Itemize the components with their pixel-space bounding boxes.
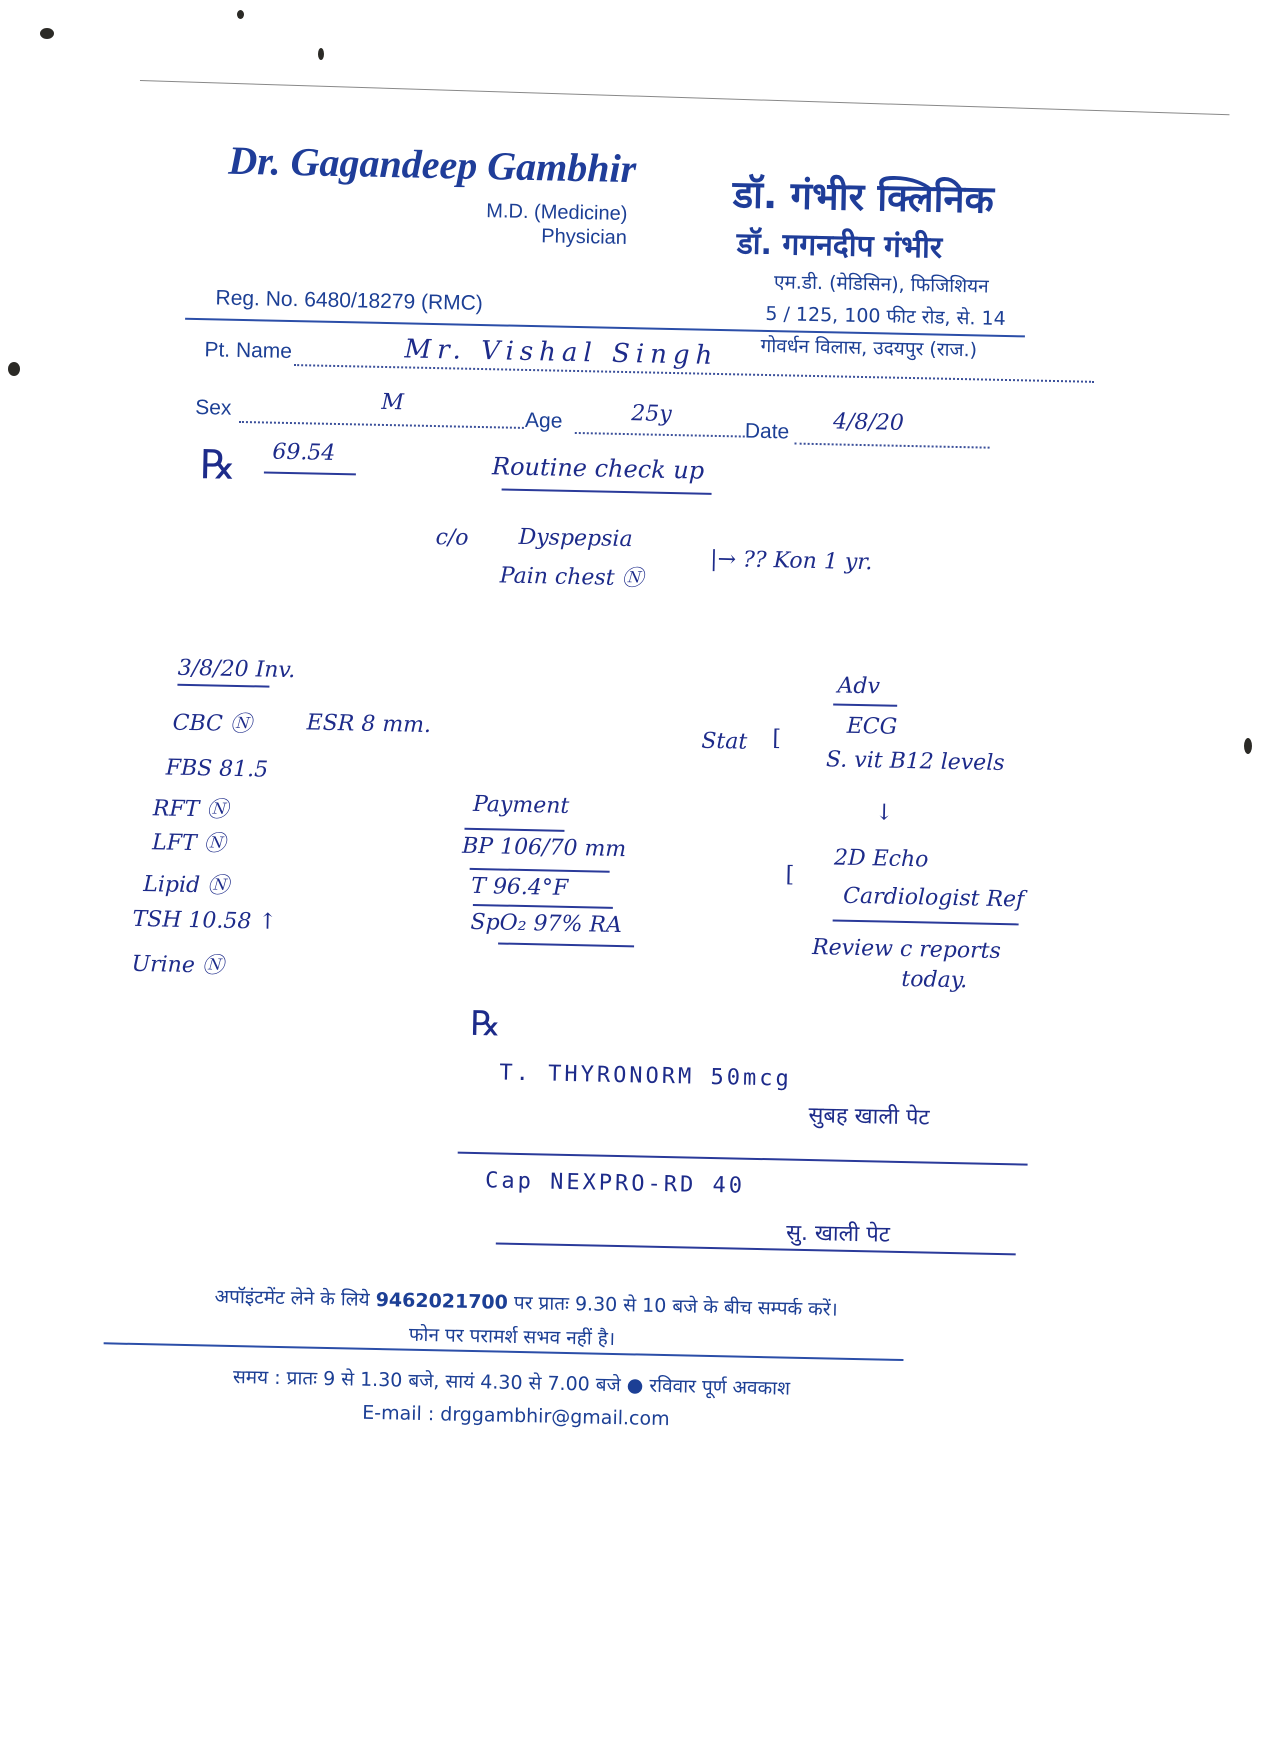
age-value: 25y [630,401,672,427]
stat-label: Stat [701,728,748,755]
complaint-duration: |→ ?? Kon 1 yr. [709,546,873,576]
scan-speck [1244,738,1252,754]
vital-bp-underline [464,828,564,832]
advice-label: Adv [837,673,881,700]
qualification: M.D. (Medicine) [486,200,628,226]
doctor-name-hindi: डॉ. गगनदीप गंभीर [736,226,943,266]
investigation-rft: RFT Ⓝ [152,796,229,823]
appointment-prefix: अपॉइंटमेंट लेने के लिये [214,1285,370,1311]
medication-2: Cap NEXPRO-RD 40 [484,1168,746,1199]
date-line [795,443,990,449]
vital-bp: BP 106/70 mm [461,833,627,863]
investigation-fbs: FBS 81.5 [165,755,269,783]
investigation-date: 3/8/20 Inv. [177,655,296,684]
medication-2-instructions: सु. खाली पेट [785,1220,891,1248]
vital-temp: T 96.4°F [471,873,569,901]
visit-reason: Routine check up [491,452,705,485]
complaint-label: c/o [435,525,469,551]
patient-name-value: Mr. Vishal Singh [404,334,719,371]
complaint-2: Pain chest Ⓝ [499,563,644,592]
weight-note: 69.54 [272,439,336,466]
visit-reason-underline [502,488,712,494]
vitals-bottom-line [498,942,634,946]
scan-speck [8,362,20,376]
doctor-name: Dr. Gagandeep Gambhir [227,137,637,192]
address-line-1: 5 / 125, 100 फीट रोड, से. 14 [765,302,1006,330]
registration-number: Reg. No. 6480/18279 (RMC) [215,286,484,316]
investigation-urine: Urine Ⓝ [131,951,225,979]
clinic-name-hindi: डॉ. गंभीर क्लिनिक [732,172,995,222]
address-line-2: गोवर्धन विलास, उदयपुर (राज.) [760,334,978,362]
investigation-esr: ESR 8 mm. [306,710,432,739]
clinic-timings: समय : प्रातः 9 से 1.30 बजे, सायं 4.30 से 7.00 बजे ● रविवार पूर्ण अवकाश [232,1366,791,1400]
appointment-suffix: पर प्रातः 9.30 से 10 बजे के बीच सम्पर्क करें। [513,1291,838,1321]
rx-symbol: ℞ [199,442,237,489]
phone-advice-note: फोन पर परामर्श सभव नहीं है। [408,1323,616,1351]
scan-speck [318,48,324,60]
payment-label: Payment [472,791,570,819]
review-note-2: today. [901,966,968,994]
investigation-date-underline [177,684,269,687]
advice-cardio-underline [833,919,1019,924]
prescription-sheet [116,85,1230,1747]
scan-speck [40,28,54,39]
medication-end-line [496,1242,1016,1254]
vital-spo2: SpO₂ 97% RA [470,909,623,939]
appointment-info [214,1283,838,1322]
review-note: Review c reports [811,935,1002,965]
advice-cardiologist: Cardiologist Ref [842,883,1025,913]
investigation-tsh: TSH 10.58 ↑ [132,906,278,935]
appointment-phone: 9462021700 [375,1288,509,1314]
scan-speck [237,10,244,19]
vital-spo2-underline [473,904,613,908]
investigation-lft: LFT Ⓝ [151,830,226,857]
investigation-cbc: CBC Ⓝ [172,710,253,738]
advice-b12: S. vit B12 levels [825,747,1005,777]
rx-symbol-2: ℞ [469,1003,502,1045]
medication-divider [458,1152,1028,1165]
vital-temp-underline [470,868,610,872]
stat-bracket: [ [772,726,782,752]
age-line [575,432,745,438]
sex-line [239,421,524,429]
medication-1-instructions: सुबह खाली पेट [808,1103,930,1131]
clinic-email: E-mail : drggambhir@gmail.com [362,1401,670,1431]
sex-label: Sex [195,396,232,420]
advice-arrow: ↓ [874,800,894,826]
date-value: 4/8/20 [832,409,905,436]
investigation-lipid: Lipid Ⓝ [142,872,230,899]
date-label: Date [744,419,790,444]
doctor-role: Physician [541,225,628,250]
patient-name-label: Pt. Name [204,338,293,364]
cardio-bracket: [ [785,862,795,888]
sex-value: M [381,389,405,416]
complaint-1: Dyspepsia [518,524,633,553]
advice-ecg: ECG [846,713,898,740]
qualification-hindi: एम.डी. (मेडिसिन), फिजिशियन [773,271,989,298]
advice-echo: 2D Echo [833,845,929,873]
age-label: Age [524,408,563,433]
medication-1: T. THYRONORM 50mcg [499,1060,793,1092]
advice-underline [833,703,897,706]
weight-underline [264,471,356,474]
